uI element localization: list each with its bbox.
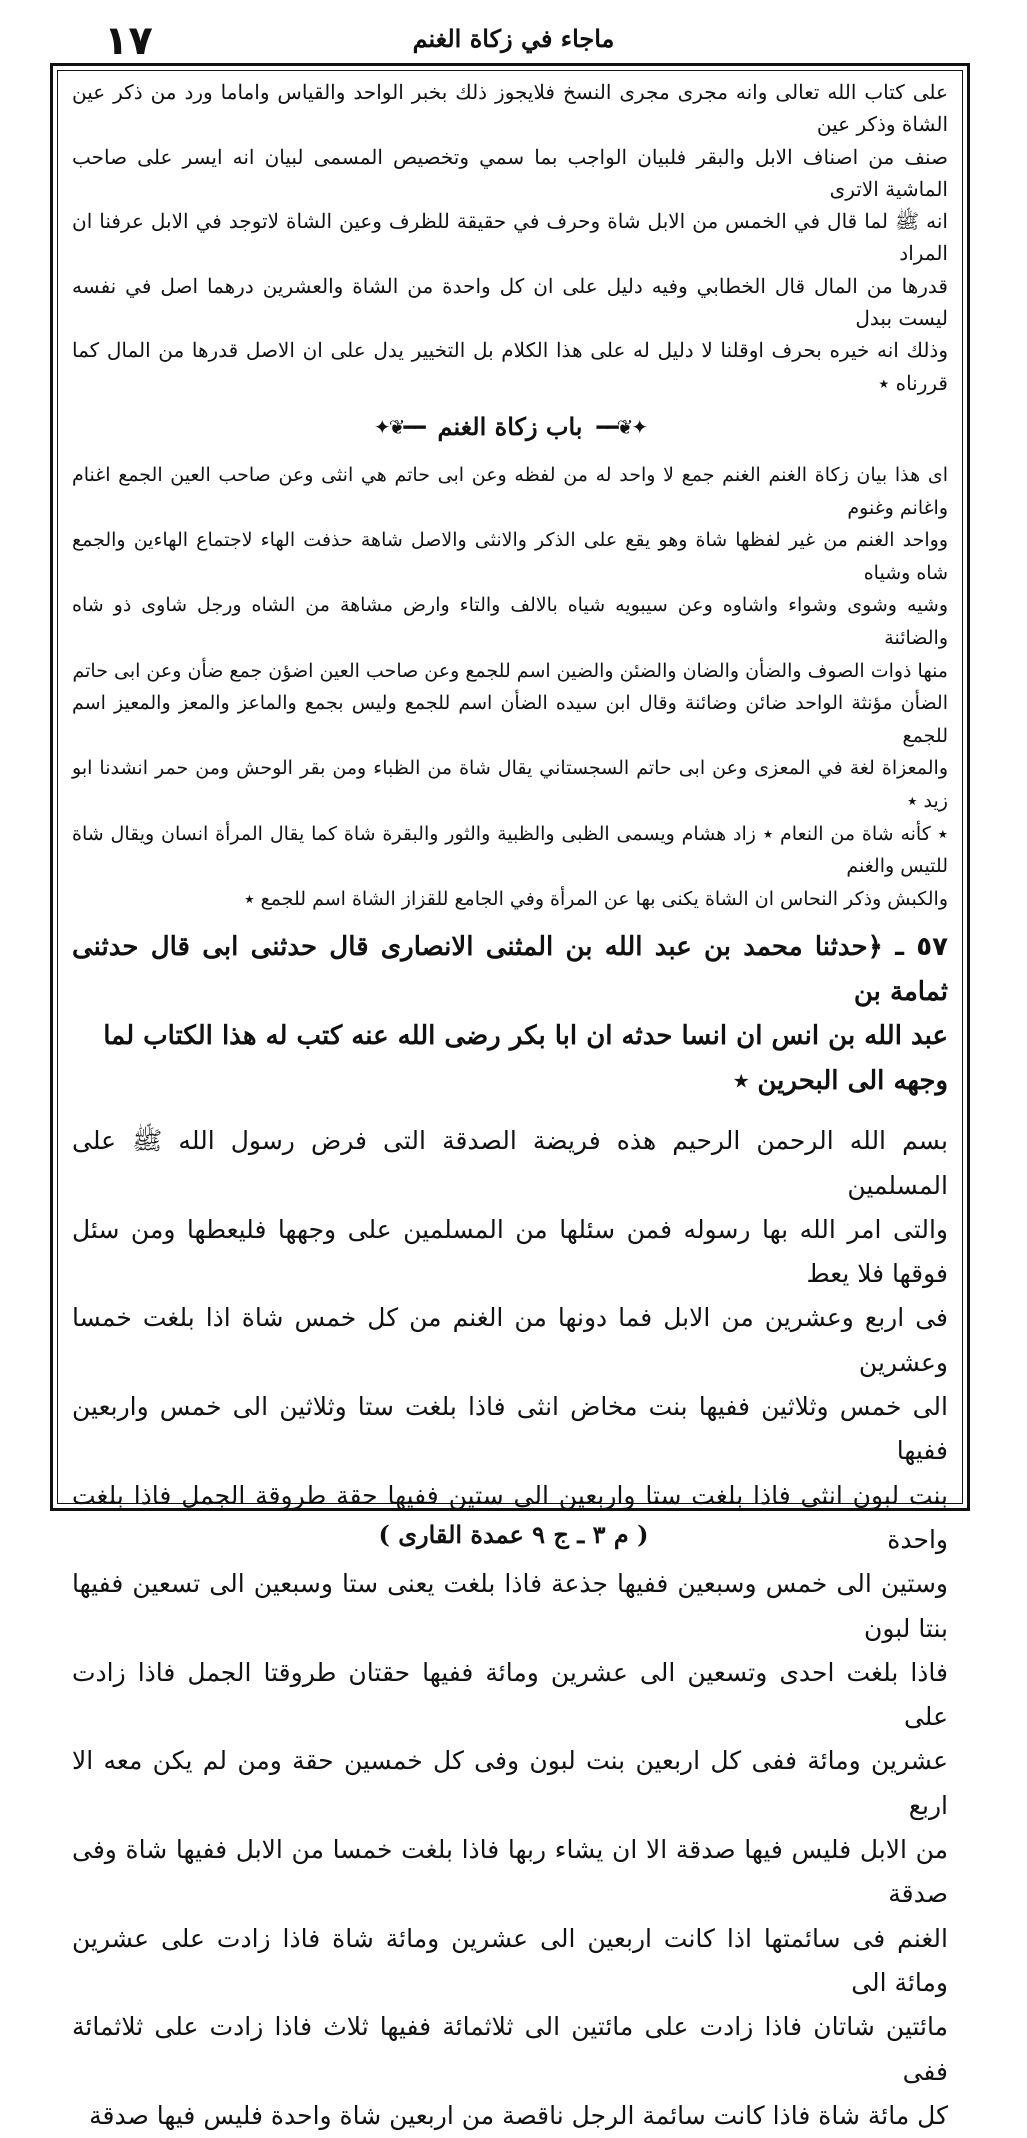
hadith-isnad-line: وجهه الى البحرين ٭	[734, 1065, 948, 1096]
hadith-line: مائتين شاتان فاذا زادت على مائتين الى ثلاثمائة ففيها ثلاث فاذا زادت على ثلاثمائة ففى	[72, 2012, 948, 2086]
hadith-line: والتى امر الله بها رسوله فمن سئلها من المسلمين على وجهها فليعطها ومن سئل فوقها فلا يعط	[72, 1214, 948, 1289]
chapter-line: ٭ كأنه شاة من النعام ٭ زاد هشام ويسمى الظبى والظبية والثور والبقرة شاة كما يقال المرأة انسان ويقال شاة للتيس والغنم	[72, 822, 948, 878]
hadith-line: من الابل فليس فيها صدقة الا ان يشاء ربها فاذا بلغت خمسا من الابل ففيها شاة وفى صدقة	[72, 1835, 948, 1909]
hadith-line: فاذا بلغت احدى وتسعين الى عشرين ومائة ففيها حقتان طروقتا الجمل فاذا زادت على	[72, 1657, 948, 1732]
chapter-line: والمعزاة لغة في المعزى وعن ابى حاتم السجستاني يقال شاة من الظباء ومن بقر الوحش ومن حمر انشدنا ابو زيد ٭	[72, 757, 948, 812]
ornament-left-icon: ━━❦✦	[373, 414, 424, 439]
hadith-isnad	[72, 925, 948, 1103]
chapter-line: والكبش وذكر النحاس ان الشاة يكنى بها عن المرأة وفي الجامع للقزاز الشاة اسم للجمع ٭	[244, 887, 948, 910]
running-header: ماجاء في زكاة الغنم	[412, 24, 615, 53]
commentary-line: قدرها من المال قال الخطابي وفيه دليل على ان كل واحدة من الشاة والعشرين درهما اصل في نفسه ليست ببدل	[72, 273, 948, 331]
chapter-line: وواحد الغنم من غير لفظها شاة وهو يقع على الذكر والانثى والاصل شاهة حذفت الهاء لاجتماع الهاءين والجمع شاه وشياه	[72, 529, 948, 584]
chapter-line: الضأن مؤنثة الواحد ضائن وضائنة وقال ابن سيده الضأن اسم للجمع وليس بجمع والماعز والمعز والمعيز اسم للجمع	[72, 692, 948, 747]
commentary-block	[72, 76, 948, 399]
hadith-line: وستين الى خمس وسبعين ففيها جذعة فاذا بلغت يعنى ستا وسبعين الى تسعين ففيها بنتا لبون	[72, 1569, 948, 1643]
commentary-line: انه ﷺ لما قال في الخمس من الابل شاة وحرف في حقيقة للظرف وعين الشاة لاتوجد في الابل عرفنا ان المراد	[72, 209, 948, 266]
hadith-line: بسم الله الرحمن الرحيم هذه فريضة الصدقة التى فرض رسول الله ﷺ على المسلمين	[72, 1126, 948, 1200]
chapter-title: باب زكاة الغنم	[437, 412, 583, 442]
chapter-line: اى هذا بيان زكاة الغنم الغنم جمع لا واحد له من لفظه وعن ابى حاتم هي انثى وعن صاحب العين الجمع اغنام واغانم وغنوم	[72, 463, 948, 519]
chapter-line: وشيه وشوى وشواء واشاوه وعن سيبويه شياه بالالف والتاء وارض مشاهة من الشاه ورجل شاوى ذو شاه والضائنة	[72, 594, 948, 649]
chapter-commentary	[72, 459, 948, 915]
hadith-line: كل مائة شاة فاذا كانت سائمة الرجل ناقصة من اربعين شاة واحدة فليس فيها صدقة	[89, 2100, 948, 2130]
signature-mark: ( م ٣ ـ ج ٩ عمدة القارى )	[378, 1520, 649, 1549]
chapter-heading	[72, 407, 948, 447]
hadith-isnad-text: ﴿حدثنا محمد بن عبد الله بن المثنى الانصارى قال حدثنى ابى قال حدثنى ثمامة بن	[72, 932, 948, 1007]
chapter-line: منها ذوات الصوف والضأن والضان والضئن والضين اسم للجمع وعن صاحب العين اضؤن جمع ضأن وعن ابى حاتم	[72, 659, 948, 682]
commentary-line: على كتاب الله تعالى وانه مجرى مجرى النسخ فلايجوز ذلك بخبر الواحد والقياس واماما ورد من ذكر عين الشاة وذكر عين	[72, 80, 948, 137]
hadith-isnad-line: عبد الله بن انس ان انسا حدثه ان ابا بكر رضى الله عنه كتب له هذا الكتاب لما	[103, 1021, 948, 1052]
commentary-line: وذلك انه خيره بحرف اوقلنا لا دليل له على هذا الكلام بل التخيير يدل على ان الاصل قدرها من المال كما قررناه ٭	[72, 338, 948, 395]
hadith-text	[72, 1119, 948, 2138]
hadith-line: عشرين ومائة ففى كل اربعين بنت لبون وفى كل خمسين حقة ومن لم يكن معه الا اربع	[72, 1746, 948, 1820]
page-content	[72, 76, 948, 2138]
hadith-isnad-line	[72, 925, 948, 1014]
hadith-line: بنت لبون انثى فاذا بلغت ستا واربعين الى ستين ففيها حقة طروقة الجمل فاذا بلغت واحدة	[72, 1480, 948, 1554]
hadith-number: ٥٧ ـ	[895, 932, 948, 963]
page-number: ١٧	[104, 18, 153, 64]
hadith-line: الى خمس وثلاثين ففيها بنت مخاض انثى فاذا بلغت ستا وثلاثين الى خمس واربعين ففيها	[72, 1392, 948, 1466]
ornament-right-icon: ✦❦━━	[596, 414, 647, 439]
commentary-line: صنف من اصناف الابل والبقر فلبيان الواجب بما سمي وتخصيص المسمى لبيان انه ايسر على صاحب الماشية الاترى	[72, 144, 948, 201]
hadith-line: فى اربع وعشرين من الابل فما دونها من الغنم من كل خمس شاة اذا بلغت خمسا وعشرين	[72, 1303, 948, 1377]
hadith-line: الغنم فى سائمتها اذا كانت اربعين الى عشرين ومائة شاة فاذا زادت على عشرين ومائة الى	[72, 1923, 948, 1997]
